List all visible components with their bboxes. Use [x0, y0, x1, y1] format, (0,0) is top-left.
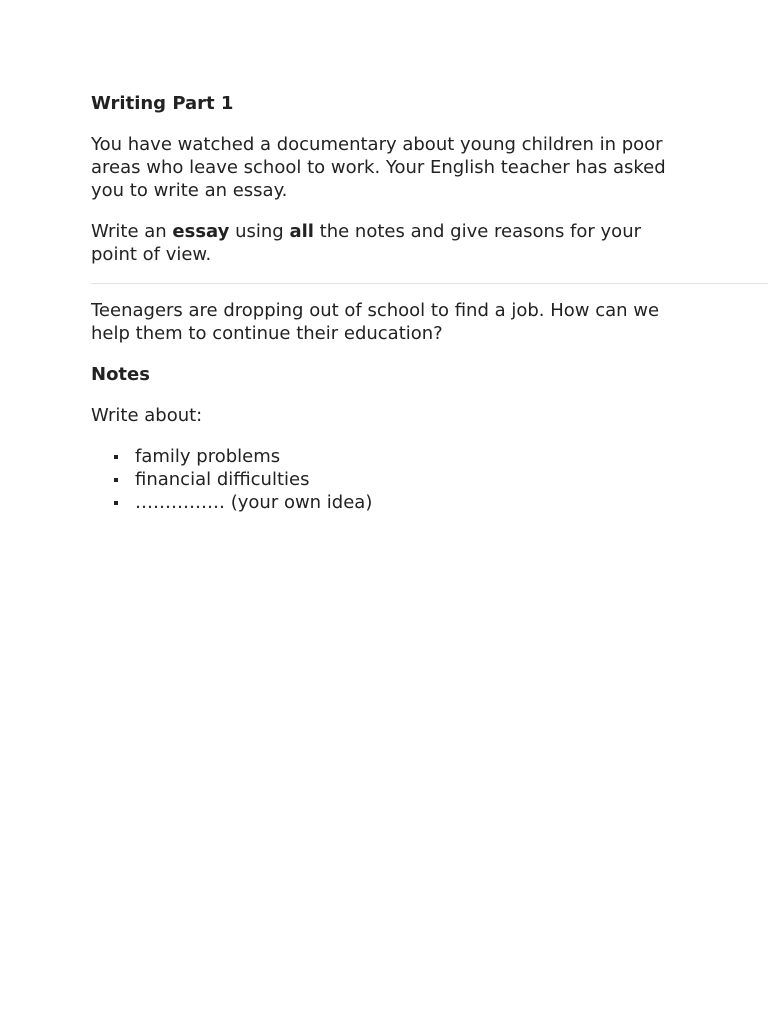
essay-question: Teenagers are dropping out of school to find a job. How can we help them to continue their education? [91, 300, 660, 344]
intro-paragraph: You have watched a documentary about young children in poor areas who leave school to work. Your English teacher has asked you to write an essay. [91, 134, 666, 201]
list-item-text: financial difficulties [135, 469, 310, 490]
task-body [91, 299, 691, 514]
list-item-text: family problems [135, 446, 281, 467]
notes-list [91, 445, 691, 514]
instruction-bold-essay: essay [172, 221, 230, 242]
list-item [91, 468, 691, 491]
list-item [91, 491, 691, 514]
divider [91, 283, 768, 284]
square-bullet-icon [114, 455, 118, 459]
square-bullet-icon [114, 501, 118, 505]
instruction-paragraph [91, 220, 691, 266]
task-header [91, 92, 691, 284]
section-title: Writing Part 1 [91, 93, 234, 114]
list-item-text: …………… (your own idea) [135, 492, 373, 513]
instruction-text-1: Write an [91, 221, 173, 242]
notes-title: Notes [91, 364, 150, 385]
list-item [91, 445, 691, 468]
instruction-text-2: using [229, 221, 290, 242]
notes-lead: Write about: [91, 405, 203, 426]
square-bullet-icon [114, 478, 118, 482]
instruction-bold-all: all [289, 221, 314, 242]
instruction-text-3: the notes and give reasons for your point of view. [91, 221, 642, 265]
